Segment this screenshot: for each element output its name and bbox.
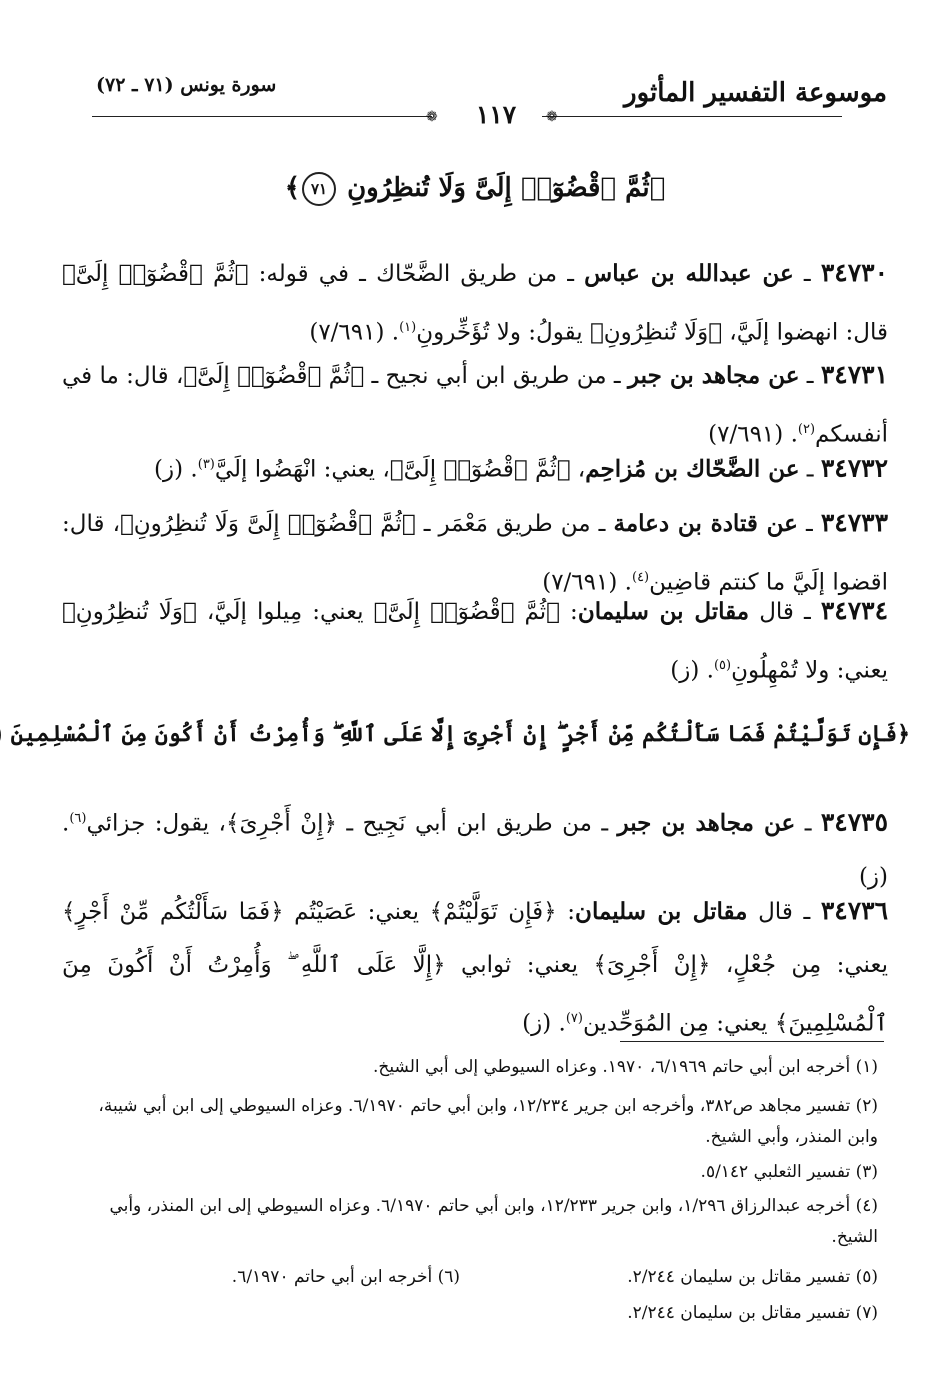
narration-author: مقاتل بن سليمان [577,598,750,625]
narration-tail: . (ز) [670,657,714,684]
narration-tail: . (ز) [522,1010,566,1037]
narration-lead: قال [749,599,794,625]
narration-number: ٣٤٧٣١ [820,360,888,389]
footnote-ref: (٣) [197,457,215,472]
narration-text: ـ من طريق ابن أبي نجيح ـ ﴿ثُمَّ ٱقْضُوٓا۟ إِلَىَّ﴾، قال: ما في أنفسكم [62,363,888,448]
narration-entry: ٣٤٧٣١ ـ عن مجاهد بن جبر ـ من طريق ابن أبي نجيح ـ ﴿ثُمَّ ٱقْضُوٓا۟ إِلَىَّ﴾، قال: ما في أنفسكم$^{(٢)}$. (٧/٦٩١) [62,360,888,448]
narration-author: عن عبدالله بن عباس [584,260,794,287]
footnote-ref: (١) [399,320,417,335]
verse-heading-71 [62,172,888,206]
footnote-ref: (٢) [797,422,816,437]
narration-number: ٣٤٧٣٣ [820,508,888,537]
narration-entry: ٣٤٧٣٥ ـ عن مجاهد بن جبر ـ من طريق ابن أبي نَجِيح ـ ﴿إِنْ أَجْرِىَ﴾، يقول: جزائي$^{(٦)}$. (ز) [62,807,889,890]
narration-entry: ٣٤٧٣٢ ـ عن الضَّحّاك بن مُزاحِم، ﴿ثُمَّ ٱقْضُوٓا۟ إِلَىَّ﴾، يعني: انْهَضُوا إلَيَّ$^{(٣)}$. (ز) [154,453,888,483]
ornament-icon: ❁ [426,109,438,125]
verse-number-icon: ٧١ [302,172,336,206]
footnote-2: (٢) تفسير مجاهد ص٣٨٢، وأخرجه ابن جرير ١٢/٢٣٤، وابن أبي حاتم ٦/١٩٧٠. وعزاه السيوطي إلى ابن أبي شيبة، وابن المنذر، وأبي الشيخ. [98,1096,878,1147]
narration-author: عن مجاهد بن جبر [627,362,800,389]
narration-text: ـ من طريق الضَّحّاك ـ في قوله: ﴿ثُمَّ ٱقْضُوٓا۟ إِلَىَّ﴾ قال: انهضوا إلَيَّ، ﴿وَلَا تُنظِرُونِ﴾ يقولُ: ولا تُؤَخِّرونِ [62,261,888,346]
narration-number: ٣٤٧٣٦ [820,896,888,925]
footnote-6: (٦) أخرجه ابن أبي حاتم ٦/١٩٧٠. [231,1267,460,1287]
surah-label: سورة يونس (٧١ ـ ٧٢) [96,74,277,96]
book-title: موسوعة التفسير المأثور [624,78,887,108]
narration-number: ٣٤٧٣٢ [820,453,888,483]
narration-text: ـ من طريق مَعْمَر ـ ﴿ثُمَّ ٱقْضُوٓا۟ إِلَىَّ وَلَا تُنظِرُونِ﴾، قال: اقضوا إلَيَّ ما كنتم قاضِين [62,511,888,596]
footnote-7: (٧) تفسير مقاتل بن سليمان ٢/٢٤٤. [627,1303,878,1323]
footnote-ref: (٧) [565,1011,583,1026]
narration-tail: . (٧/٦٩١) [309,319,400,346]
footnote-4: (٤) أخرجه عبدالرزاق ١/٢٩٦، وابن جرير ١٢/٢٣٣، وابن أبي حاتم ٦/١٩٧٠. وعزاه السيوطي إلى ابن المنذر، وأبي الشيخ. [109,1196,878,1247]
narration-text: : ﴿ثُمَّ ٱقْضُوٓا۟ إِلَىَّ﴾ يعني: مِيلوا إلَيَّ، ﴿وَلَا تُنظِرُونِ﴾ يعني: ولا تُمْهِلُونِ [62,599,888,684]
narration-tail: . (ز) [62,810,888,890]
header-rule-left [92,116,432,117]
narration-tail: . (٧/٦٩١) [708,421,798,448]
ornament-icon: ❁ [546,109,558,125]
narration-author: عن قتادة بن دعامة [613,510,798,537]
narration-entry: ٣٤٧٣٠ ـ عن عبدالله بن عباس ـ من طريق الضَّحّاك ـ في قوله: ﴿ثُمَّ ٱقْضُوٓا۟ إِلَىَّ﴾ قال: انهضوا إلَيَّ، ﴿وَلَا تُنظِرُونِ﴾ يقولُ: ولا تُؤَخِّرونِ$^{(١)}$. (٧/٦٩١) [62,258,889,346]
narration-author: مقاتل بن سليمان [575,898,748,925]
verse-number-icon [0,718,1,752]
narration-tail: . (ز) [154,456,198,483]
narration-text: ، ﴿ثُمَّ ٱقْضُوٓا۟ إِلَىَّ﴾، يعني: انْهَضُوا إلَيَّ [214,456,586,483]
narration-number: ٣٤٧٣٠ [820,258,889,287]
footnote-rule [620,1041,884,1042]
verse-close: ﴾ [284,173,300,203]
narration-entry: ٣٤٧٣٣ ـ عن قتادة بن دعامة ـ من طريق مَعْمَر ـ ﴿ثُمَّ ٱقْضُوٓا۟ إِلَىَّ وَلَا تُنظِرُونِ﴾، قال: اقضوا إلَيَّ ما كنتم قاضِين$^{(٤)}$. (٧/٦٩١) [62,508,888,596]
narration-lead: قال [747,899,793,925]
narration-entry: ٣٤٧٣٤ ـ قال مقاتل بن سليمان: ﴿ثُمَّ ٱقْضُوٓا۟ إِلَىَّ﴾ يعني: مِيلوا إلَيَّ، ﴿وَلَا تُنظِرُونِ﴾ يعني: ولا تُمْهِلُونِ$^{(٥)}$. (ز) [62,596,888,684]
narration-text: ـ من طريق ابن أبي نَجِيح ـ ﴿إِنْ أَجْرِىَ﴾، يقول: جزائي [86,810,618,837]
footnote-5: (٥) تفسير مقاتل بن سليمان ٢/٢٤٤. [627,1267,878,1287]
header-rule-right [542,116,842,117]
footnote-ref: (٦) [69,811,87,826]
verse-heading-72 [10,718,910,752]
page-number: ١١٧ [475,100,517,129]
footnote-ref: (٤) [631,570,650,585]
footnote-3: (٣) تفسير الثعلبي ٥/١٤٢. [700,1162,878,1182]
footnote-ref: (٥) [713,658,732,673]
footnote-1: (١) أخرجه ابن أبي حاتم ٦/١٩٦٩، ١٩٧٠. وعزاه السيوطي إلى أبي الشيخ. [373,1057,878,1077]
narration-number: ٣٤٧٣٥ [820,807,889,837]
narration-entry: ٣٤٧٣٦ ـ قال مقاتل بن سليمان: ﴿فَإِن تَوَلَّيْتُمْ﴾ يعني: عَصَيْتُم ﴿فَمَا سَأَلْتُكُم مِّنْ أَجْرٍ﴾ يعني: مِن جُعْلٍ، ﴿إِنْ أَجْرِىَ﴾ يعني: ثوابي ﴿إِلَّا عَلَى ٱللَّهِ ۖ وَأُمِرْتُ أَنْ أَكُونَ مِنَ ٱلْمُسْلِمِينَ﴾ يعني: مِن المُوَحِّدين$^{(٧)}$. (ز) [62,896,888,1037]
verse-text: ﴿ثُمَّ ٱقْضُوٓا۟ إِلَىَّ وَلَا تُنظِرُونِ [347,173,666,203]
narration-author: عن الضَّحّاك بن مُزاحِم [585,455,800,483]
narration-tail: . (٧/٦٩١) [542,569,632,596]
verse-text: ﴿فَإِن تَوَلَّيْتُمْ فَمَا سَأَلْتُكُم مِّنْ أَجْرٍ ۖ إِنْ أَجْرِىَ إِلَّا عَلَى ٱللَّهِ ۖ وَأُمِرْتُ أَنْ أَكُونَ مِنَ ٱلْمُسْلِمِينَ [10,721,910,747]
narration-number: ٣٤٧٣٤ [820,596,888,625]
narration-text: : ﴿فَإِن تَوَلَّيْتُمْ﴾ يعني: عَصَيْتُم ﴿فَمَا سَأَلْتُكُم مِّنْ أَجْرٍ﴾ يعني: مِن جُعْلٍ، ﴿إِنْ أَجْرِىَ﴾ يعني: ثوابي ﴿إِلَّا عَلَى ٱللَّهِ ۖ وَأُمِرْتُ أَنْ أَكُونَ مِنَ ٱلْمُسْلِمِينَ﴾ يعني: مِن المُوَحِّدين [62,899,888,1037]
narration-author: عن مجاهد بن جبر [617,809,796,837]
